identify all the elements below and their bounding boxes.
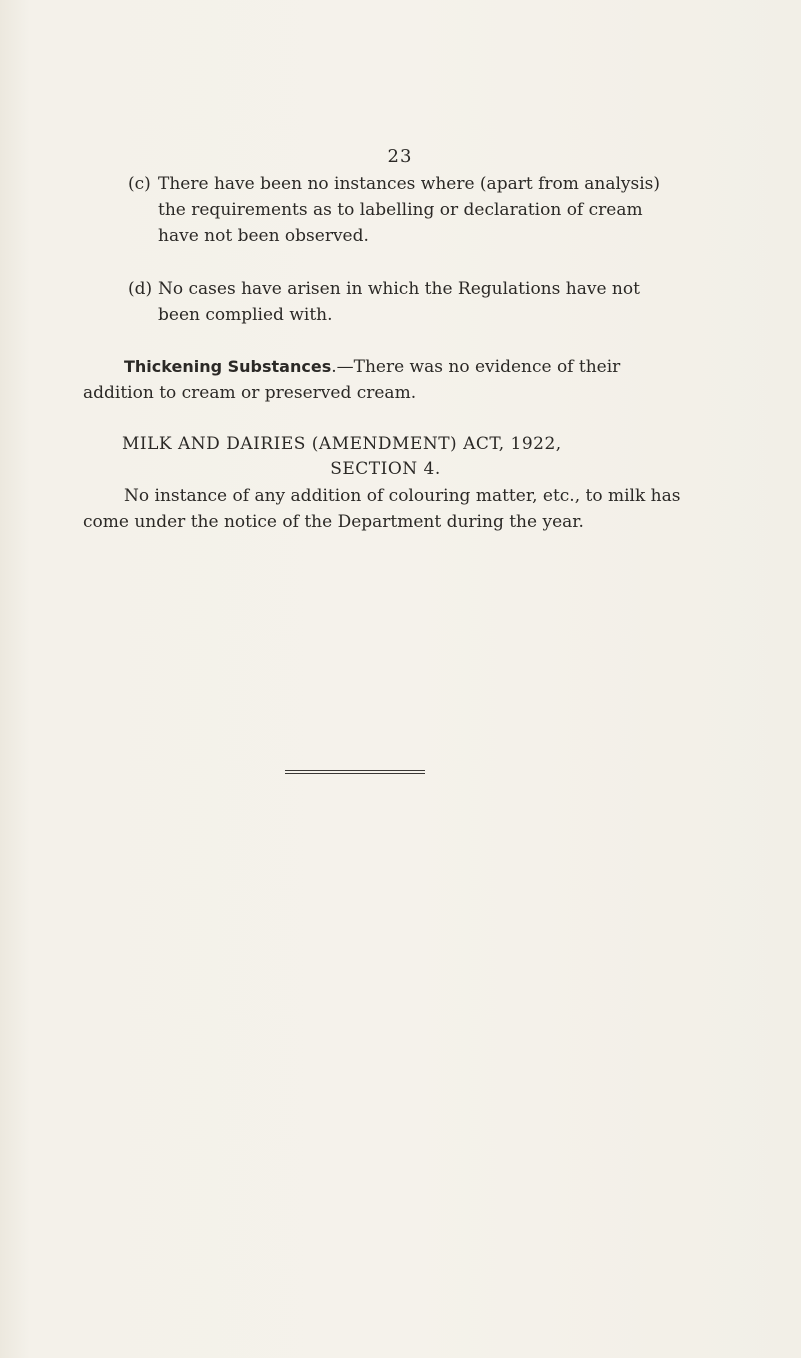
thickening-substances-paragraph bbox=[83, 354, 688, 406]
paragraph-item-c bbox=[128, 171, 683, 249]
end-rule-top bbox=[285, 770, 425, 771]
act-section-heading: SECTION 4. bbox=[330, 459, 441, 479]
thickening-text: .—There was no evidence of their addition to cream or preserved cream. bbox=[83, 357, 621, 403]
item-d-marker: (d) bbox=[128, 279, 153, 299]
item-d-continuation: been complied with. bbox=[158, 305, 333, 325]
paragraph-item-d bbox=[128, 276, 683, 328]
colouring-matter-paragraph: No instance of any addition of colouring matter, etc., to milk has come under the notice of the Department during the year. bbox=[83, 486, 681, 532]
item-d-first-line bbox=[128, 276, 683, 302]
end-rule-bottom bbox=[285, 773, 425, 774]
item-c-first-line-text: There have been no instances where (apart from analysis) bbox=[158, 174, 661, 194]
page-number: 23 bbox=[387, 146, 413, 167]
act-title: MILK AND DAIRIES (AMENDMENT) ACT, 1922, bbox=[122, 434, 562, 454]
item-c-continuation: the requirements as to labelling or declaration of cream have not been observed. bbox=[158, 200, 643, 246]
item-c-first-line bbox=[128, 171, 683, 197]
item-c-marker: (c) bbox=[128, 174, 151, 194]
thickening-heading: Thickening Substances bbox=[124, 357, 332, 376]
item-d-first-line-text: No cases have arisen in which the Regulations have not bbox=[158, 279, 640, 299]
